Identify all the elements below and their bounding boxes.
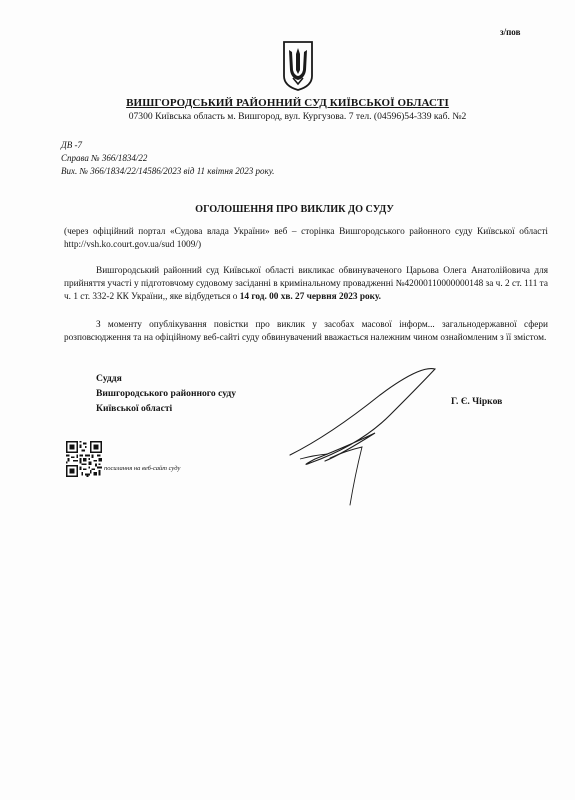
notice-paragraph-portal: (через офіційний портал «Судова влада України» веб – сторінка Вишгородського районного суду Київської області http://vsh.ko.court.gov.ua/sud 1009/) [64, 227, 548, 250]
page-mark: з/пов [500, 27, 521, 37]
court-address: 07300 Київська область м. Вишгород, вул. Кургузова. 7 тел. (04596)54-339 каб. №2 [128, 111, 467, 122]
notice-title: ОГОЛОШЕННЯ ПРО ВИКЛИК ДО СУДУ [195, 204, 394, 215]
hearing-datetime: 14 год. 00 хв. 27 червня 2023 року. [239, 292, 381, 302]
reference-form-code: ДВ -7 [61, 140, 82, 150]
judge-court: Вишгородського районного суду [96, 388, 237, 399]
judge-role: Суддя [96, 373, 122, 384]
judge-region: Київської області [96, 403, 173, 414]
judge-name: Г. Є. Чірков [451, 396, 503, 407]
trident-icon [281, 40, 315, 92]
qr-caption: посилання на веб-сайт суду [104, 465, 181, 472]
court-name: ВИШГОРОДСЬКИЙ РАЙОННИЙ СУД КИЇВСЬКОЇ ОБЛАСТІ [126, 97, 449, 109]
handwritten-signature [270, 355, 470, 515]
qr-code-icon[interactable] [66, 441, 102, 477]
reference-outgoing-number: Вих. № 366/1834/22/14586/2023 від 11 квітня 2023 року. [61, 166, 275, 176]
reference-case-number: Справа № 366/1834/22 [61, 153, 148, 163]
judge-title-block [96, 371, 236, 416]
notice-paragraph-publication: З моменту опублікування повістки про виклик у засобах масової інформ... загальнодержавної сфери розповсюдження та на офіційному веб-сайті суду обвинувачений вважається належним чином ознайомленим з її змістом. [64, 320, 548, 343]
summons-text: Вишгородський районний суд Київської області викликає обвинуваченого Царьова Олега Анатолійовича для прийняття участі у підготовчому судовому засіданні в кримінальному провадженні №42000110000000148 за ч. 2 ст. 111 та ч. 1 ст. 332-2 КК України,, яке відбудеться о [64, 266, 548, 302]
notice-paragraph-summons [64, 265, 548, 304]
